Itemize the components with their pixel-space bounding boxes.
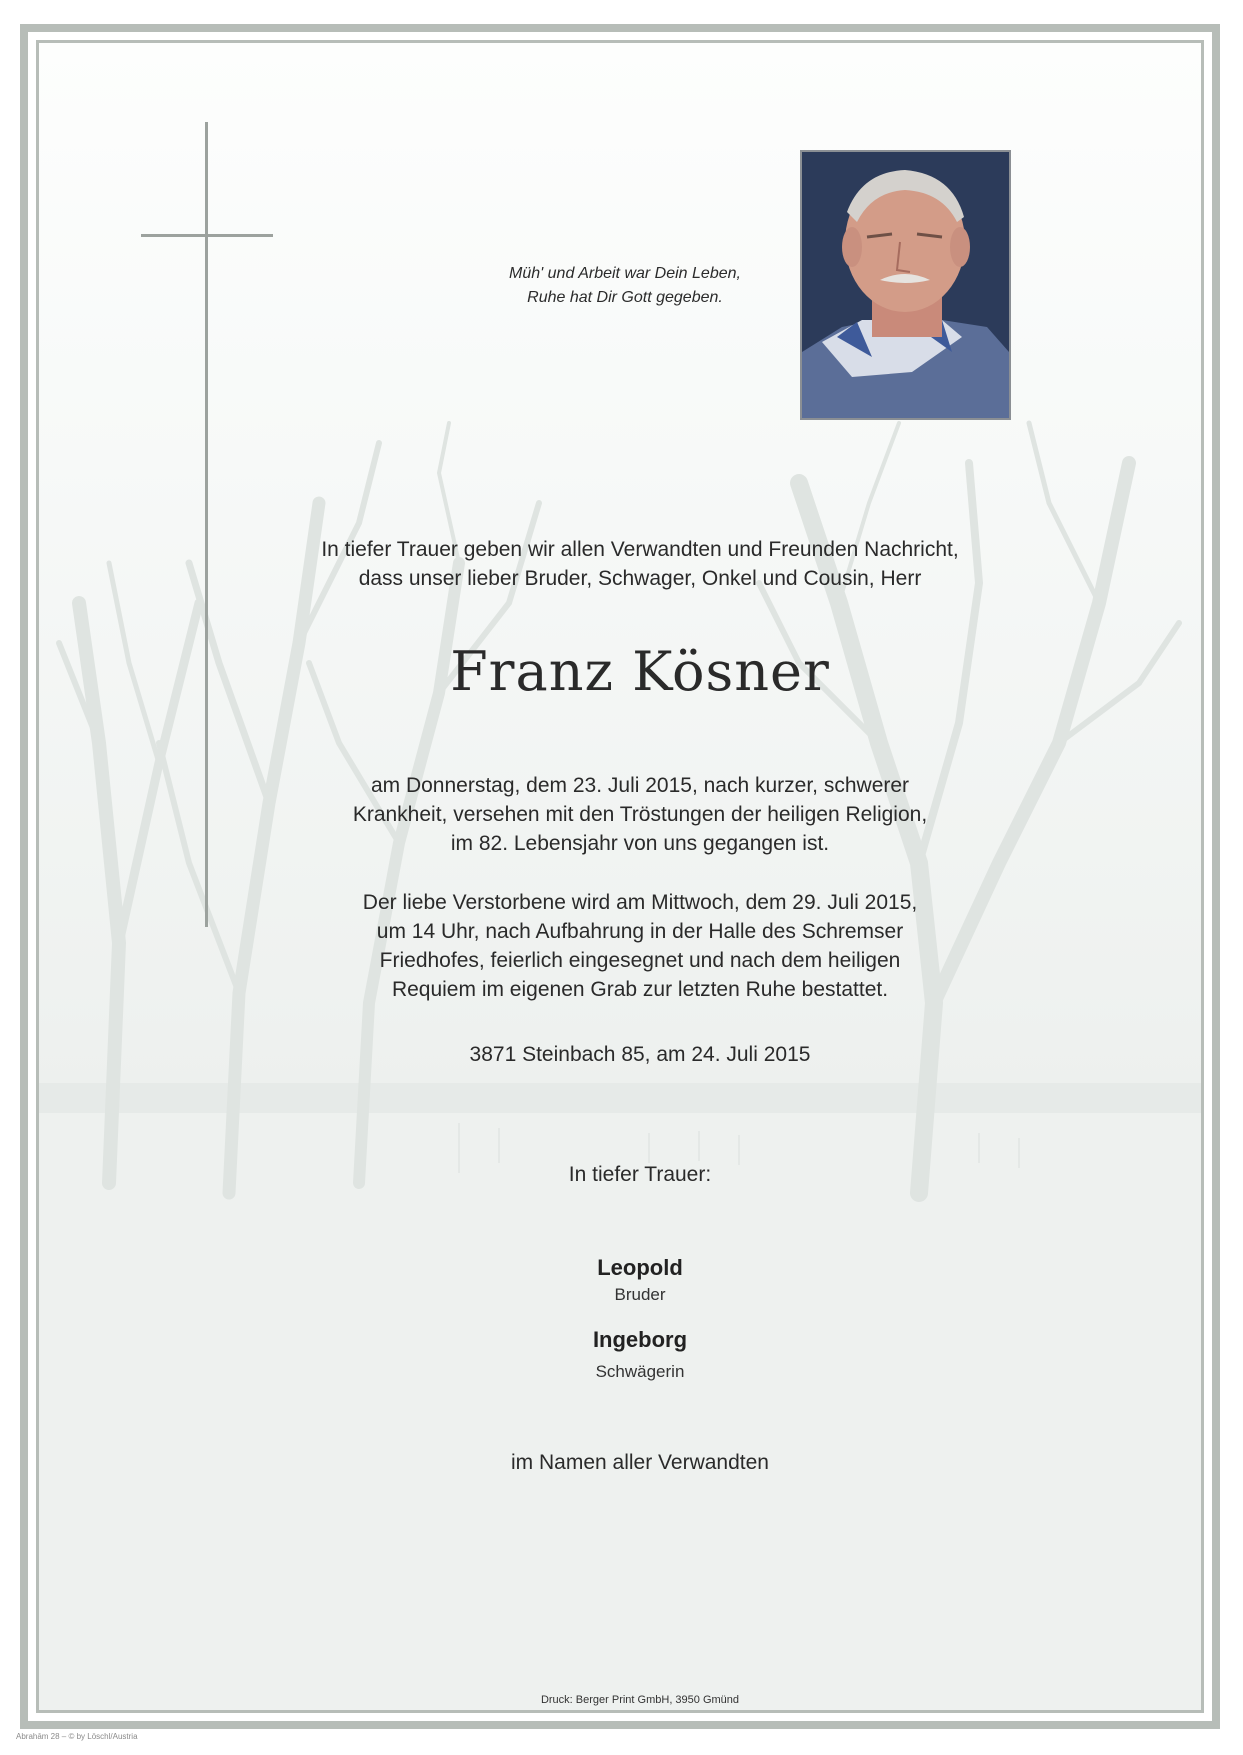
mourner-relation: Schwägerin [595,1362,685,1381]
print-credit: Druck: Berger Print GmbH, 3950 Gmünd [540,1694,740,1706]
announcement-line: In tiefer Trauer geben wir allen Verwandten und Freunden Nachricht, [321,538,959,561]
portrait-photo [800,150,1011,420]
funeral-notice [290,888,990,1004]
cross-icon-bar [141,234,273,237]
funeral-notice-line: Requiem im eigenen Grab zur letzten Ruhe bestattet. [391,978,889,1001]
closing-line: im Namen aller Verwandten [511,1451,769,1474]
death-notice-line: im 82. Lebensjahr von uns gegangen ist. [450,832,830,855]
place-date: 3871 Steinbach 85, am 24. Juli 2015 [469,1043,811,1066]
death-notice-line: Krankheit, versehen mit den Tröstungen der heiligen Religion, [352,803,928,826]
mourner-relation: Bruder [614,1285,666,1304]
mourner-name: Ingeborg [592,1327,688,1352]
template-mark: Abrahām 28 – © by Löschl/Austria [16,1732,138,1741]
motto-line: Ruhe hat Dir Gott gegeben. [527,289,723,306]
death-notice [290,771,990,858]
mourner-name: Leopold [597,1255,683,1280]
announcement [260,535,1020,593]
announcement-line: dass unser lieber Bruder, Schwager, Onkel und Cousin, Herr [358,567,922,590]
death-notice-line: am Donnerstag, dem 23. Juli 2015, nach kurzer, schwerer [370,774,910,797]
deceased-name: Franz Kösner [450,640,830,703]
funeral-notice-line: Friedhofes, feierlich eingesegnet und nach dem heiligen [379,949,901,972]
cross-icon [205,122,208,927]
funeral-notice-line: um 14 Uhr, nach Aufbahrung in der Halle des Schremser [376,920,904,943]
motto-line: Müh' und Arbeit war Dein Leben, [509,265,741,282]
mourning-heading: In tiefer Trauer: [568,1163,712,1186]
funeral-notice-line: Der liebe Verstorbene wird am Mittwoch, dem 29. Juli 2015, [362,891,918,914]
motto [440,262,810,310]
